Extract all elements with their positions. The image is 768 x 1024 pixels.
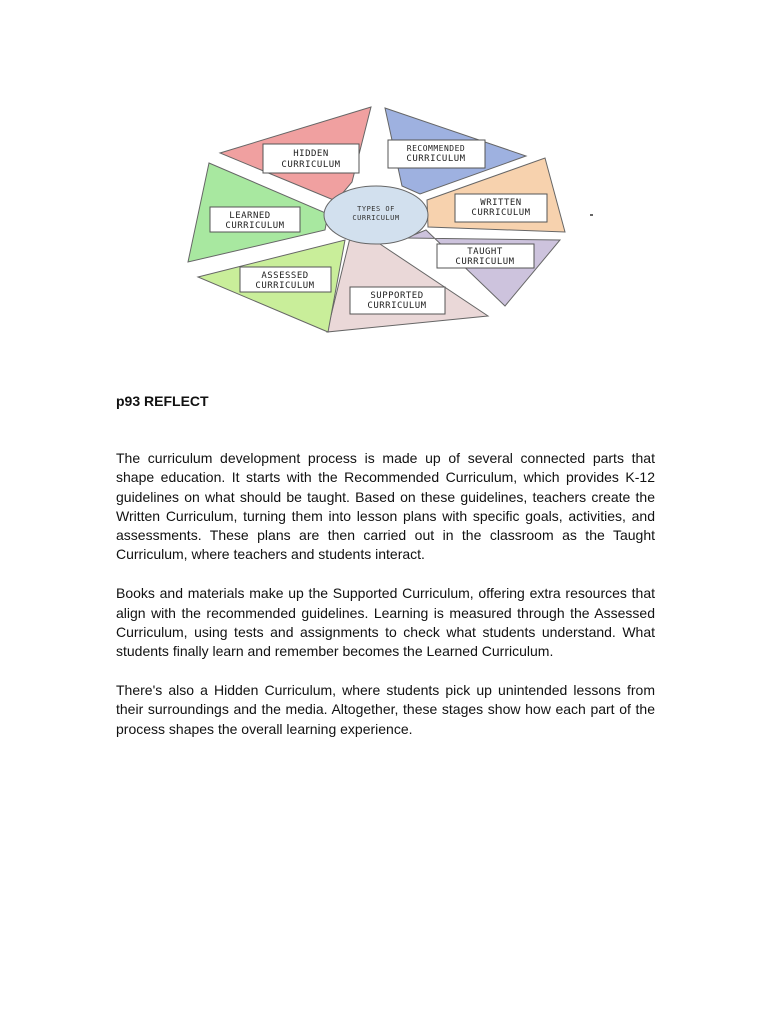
curriculum-types-diagram — [0, 0, 768, 360]
label-assessed-line1: ASSESSED — [261, 271, 309, 281]
label-learned — [210, 207, 300, 232]
label-taught-line1: TAUGHT — [467, 247, 503, 257]
label-supported-line1: SUPPORTED — [370, 291, 424, 301]
label-assessed-line2: CURRICULUM — [255, 281, 315, 291]
label-taught — [437, 244, 534, 268]
label-hidden-line1: HIDDEN — [293, 149, 329, 159]
paragraph-3: There's also a Hidden Curriculum, where students pick up unintended lessons from their surroundings and the media. Altogether, these stages show how each part of the process shapes the overall learning experience. — [116, 681, 655, 737]
label-learned-line1: LEARNED — [229, 211, 271, 221]
label-hidden — [263, 144, 359, 173]
label-recommended — [388, 140, 485, 168]
diagram-svg — [0, 0, 768, 360]
label-written-line1: WRITTEN — [480, 198, 522, 208]
label-assessed — [240, 267, 331, 292]
label-written-line2: CURRICULUM — [471, 208, 531, 218]
section-heading: p93 REFLECT — [116, 393, 209, 409]
paragraph-1: The curriculum development process is made up of several connected parts that shape education. It starts with the Recommended Curriculum, which provides K-12 guidelines on what should be taught. Based on these guidelines, teachers create the Written Curriculum, turning them into lesson plans with specific goals, activities, and assessments. These plans are then carried out in the classroom as the Taught Curriculum, where teachers and students interact. — [116, 450, 655, 563]
label-recommended-line1: RECOMMENDED — [406, 144, 466, 153]
body-text — [116, 449, 655, 758]
label-hidden-line2: CURRICULUM — [281, 160, 341, 170]
label-written — [455, 194, 547, 222]
center-label-line2: CURRICULUM — [352, 214, 400, 222]
label-recommended-line2: CURRICULUM — [406, 154, 466, 164]
center-label-line1: TYPES OF — [357, 205, 395, 213]
label-supported-line2: CURRICULUM — [367, 301, 427, 311]
label-taught-line2: CURRICULUM — [455, 257, 515, 267]
label-learned-line2: CURRICULUM — [225, 221, 285, 231]
label-supported — [350, 287, 445, 314]
paragraph-2: Books and materials make up the Supported Curriculum, offering extra resources that align with the recommended guidelines. Learning is measured through the Assessed Curriculum, using tests and assignments to check what students understand. What students finally learn and remember becomes the Learned Curriculum. — [116, 585, 655, 660]
